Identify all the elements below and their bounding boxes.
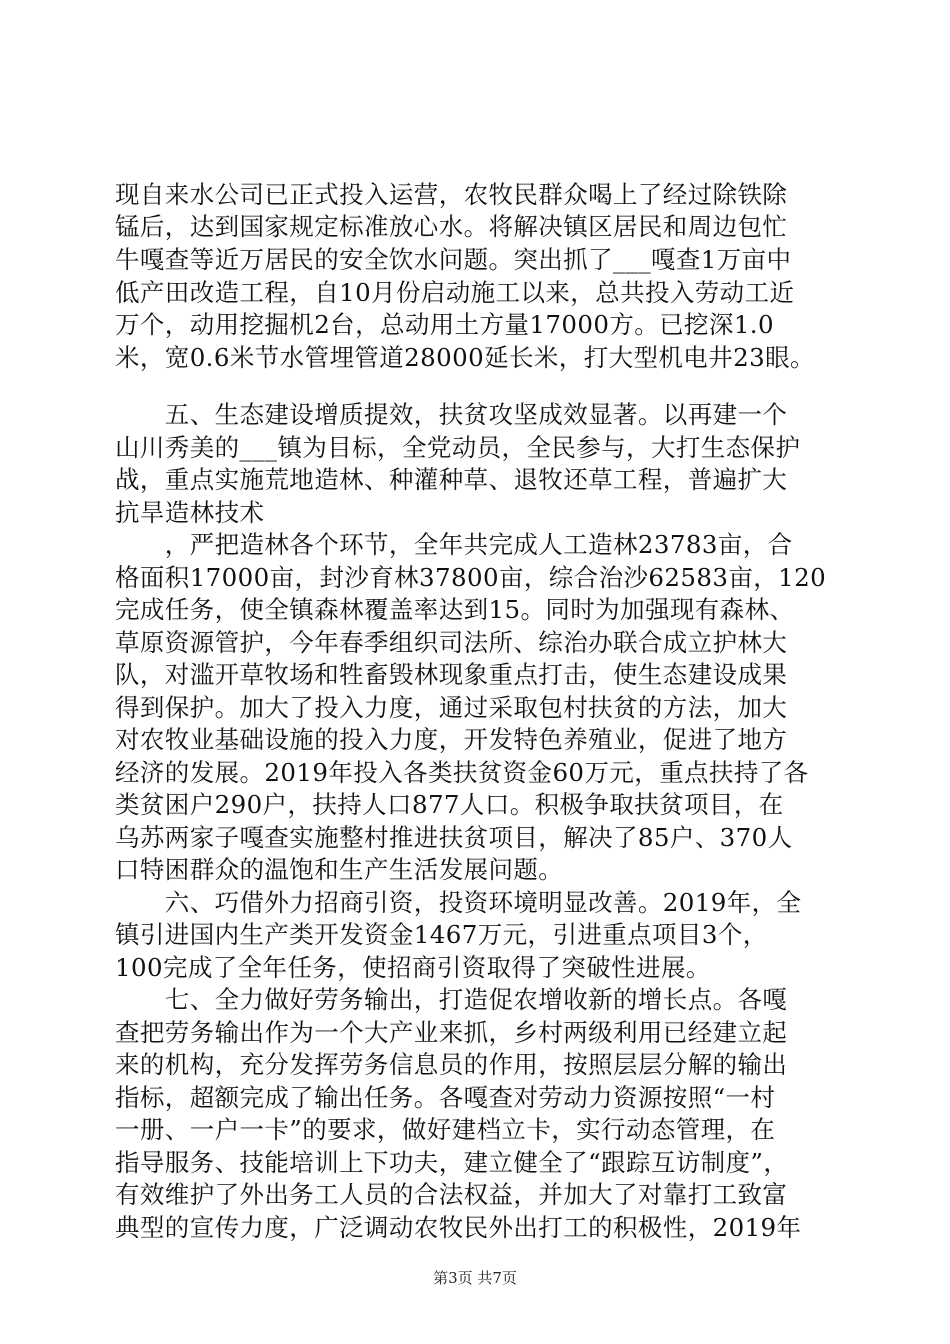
text-line: 对农牧业基础设施的投入力度，开发特色养殖业，促进了地方 xyxy=(115,725,788,754)
text-line: 来的机构，充分发挥劳务信息员的作用，按照层层分解的输出 xyxy=(115,1050,788,1079)
text-line: 六、巧借外力招商引资，投资环境明显改善。2019年，全 xyxy=(115,888,802,917)
text-line: 一册、一户一卡”的要求，做好建档立卡，实行动态管理，在 xyxy=(115,1115,776,1144)
text-line: 锰后，达到国家规定标准放心水。将解决镇区居民和周边包忙 xyxy=(115,212,788,241)
text-line: 米，宽0.6米节水管埋管道28000延长米，打大型机电井23眼。 xyxy=(115,343,815,372)
text-line: 乌苏两家子嘎查实施整村推进扶贫项目，解决了85户、370人 xyxy=(115,823,793,852)
text-line: 山川秀美的___镇为目标，全党动员，全民参与，大打生态保护 xyxy=(115,433,801,462)
text-line: 万个，动用挖掘机2台，总动用土方量17000方。已挖深1.0 xyxy=(115,310,774,339)
text-line: ，严把造林各个环节，全年共完成人工造林23783亩，合 xyxy=(115,530,793,559)
text-line: 指标，超额完成了输出任务。各嘎查对劳动力资源按照“一村 xyxy=(115,1083,776,1112)
text-line: 格面积17000亩，封沙育林37800亩，综合治沙62583亩，120 xyxy=(115,563,827,592)
text-line: 镇引进国内生产类开发资金1467万元，引进重点项目3个， xyxy=(115,920,768,949)
text-line: 100完成了全年任务，使招商引资取得了突破性进展。 xyxy=(115,953,711,982)
text-line: 典型的宣传力度，广泛调动农牧民外出打工的积极性，2019年 xyxy=(115,1213,802,1242)
text-line: 完成任务，使全镇森林覆盖率达到15。同时为加强现有森林、 xyxy=(115,595,795,624)
text-line: 查把劳务输出作为一个大产业来抓，乡村两级利用已经建立起 xyxy=(115,1018,788,1047)
text-line: 得到保护。加大了投入力度，通过采取包村扶贫的方法，加大 xyxy=(115,693,788,722)
text-line: 队，对滥开草牧场和牲畜毁林现象重点打击，使生态建设成果 xyxy=(115,660,788,689)
text-line: 低产田改造工程，自10月份启动施工以来，总共投入劳动工近 xyxy=(115,278,795,307)
text-line: 有效维护了外出务工人员的合法权益，并加大了对靠打工致富 xyxy=(115,1180,788,1209)
text-line: 抗旱造林技术 xyxy=(115,498,265,527)
text-line: 类贫困户290户，扶持人口877人口。积极争取扶贫项目，在 xyxy=(115,790,784,819)
text-line: 五、生态建设增质提效，扶贫攻坚成效显著。以再建一个 xyxy=(115,400,788,429)
text-line: 经济的发展。2019年投入各类扶贫资金60万元，重点扶持了各 xyxy=(115,758,809,787)
text-line: 口特困群众的温饱和生产生活发展问题。 xyxy=(115,855,564,884)
page-number-footer: 第3页 共7页 xyxy=(433,1269,517,1287)
text-line: 牛嘎查等近万居民的安全饮水问题。突出抓了___嘎查1万亩中 xyxy=(115,245,792,274)
text-line: 指导服务、技能培训上下功夫，建立健全了“跟踪互访制度”， xyxy=(115,1148,789,1177)
text-line: 战，重点实施荒地造林、种灌种草、退牧还草工程，普遍扩大 xyxy=(115,465,788,494)
text-line: 七、全力做好劳务输出，打造促农增收新的增长点。各嘎 xyxy=(115,985,788,1014)
text-line: 草原资源管护，今年春季组织司法所、综治办联合成立护林大 xyxy=(115,628,788,657)
text-line: 现自来水公司已正式投入运营，农牧民群众喝上了经过除铁除 xyxy=(115,180,788,209)
